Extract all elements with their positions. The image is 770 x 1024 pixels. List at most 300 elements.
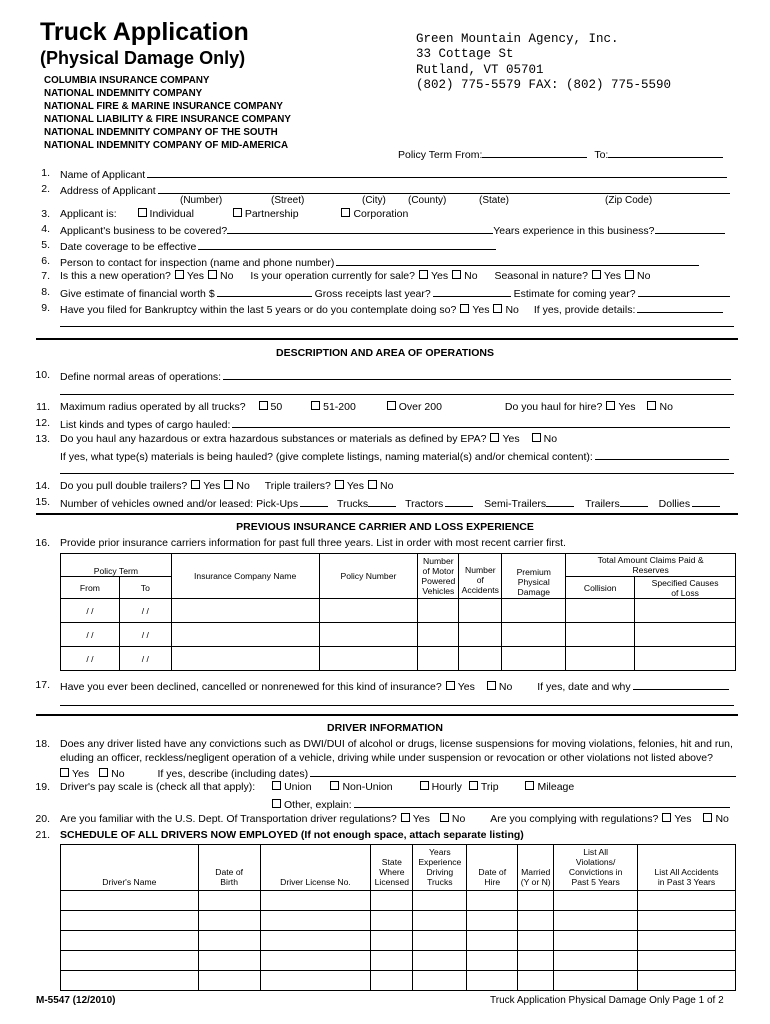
table-cell[interactable] xyxy=(198,931,260,951)
question-number: 17. xyxy=(35,679,50,691)
section-heading-operations: DESCRIPTION AND AREA OF OPERATIONS xyxy=(276,347,494,359)
header-line: Accidents xyxy=(461,585,499,595)
q17-row xyxy=(60,679,729,693)
question-number: 21. xyxy=(35,829,50,841)
insurer-name: NATIONAL FIRE & MARINE INSURANCE COMPANY xyxy=(44,101,283,112)
q8c-label: Estimate for coming year? xyxy=(513,288,636,300)
from-date-cell[interactable]: / / xyxy=(61,647,120,671)
q9-label: Have you filed for Bankruptcy within the last 5 years or do you contemplate doing so? xyxy=(60,304,457,316)
table-cell[interactable] xyxy=(638,971,736,991)
q10-label: Define normal areas of operations: xyxy=(60,371,222,383)
trucks-label: Trucks xyxy=(337,498,369,510)
q12-label: List kinds and types of cargo hauled: xyxy=(60,419,231,431)
header-line: of Motor xyxy=(422,566,455,576)
from-date-cell[interactable]: / / xyxy=(61,623,120,647)
table-cell[interactable] xyxy=(198,911,260,931)
dollies-label: Dollies xyxy=(658,498,691,510)
q7-label: Is this a new operation? xyxy=(60,270,171,282)
complying-no-checkbox[interactable] xyxy=(703,813,712,822)
declined-details-field[interactable] xyxy=(633,679,729,690)
table-cell[interactable] xyxy=(566,647,635,671)
haul-for-hire-no-checkbox[interactable] xyxy=(647,401,656,410)
table-cell[interactable] xyxy=(371,931,413,951)
no-label: No xyxy=(505,304,519,316)
areas-of-operation-field[interactable] xyxy=(223,369,731,380)
radius-over-200-checkbox[interactable] xyxy=(387,401,396,410)
accidents-3yr-header xyxy=(638,845,736,891)
no-label: No xyxy=(543,433,558,445)
question-number: 6. xyxy=(41,255,50,267)
radius-50-checkbox[interactable] xyxy=(259,401,268,410)
q12-row xyxy=(60,417,730,431)
from-header: From xyxy=(61,577,120,599)
header-line: Vehicles xyxy=(422,586,455,596)
hazardous-no-checkbox[interactable] xyxy=(532,433,541,442)
non-union-label: Non-Union xyxy=(342,781,393,793)
section-heading-driver-info: DRIVER INFORMATION xyxy=(327,722,443,734)
driver-name-header: Driver's Name xyxy=(61,845,199,891)
new-operation-no-checkbox[interactable] xyxy=(208,270,217,279)
header-line: Birth xyxy=(220,877,238,887)
header-line: Past 5 Years xyxy=(571,877,620,887)
header-line: List All Accidents xyxy=(654,867,719,877)
table-cell[interactable] xyxy=(467,951,518,971)
table-cell[interactable] xyxy=(198,951,260,971)
q15-label: Number of vehicles owned and/or leased: Pick-Ups xyxy=(60,498,299,510)
bankruptcy-details-line[interactable] xyxy=(60,326,734,327)
table-cell[interactable] xyxy=(638,951,736,971)
table-cell[interactable] xyxy=(61,931,199,951)
table-row xyxy=(61,971,736,991)
corporation-checkbox[interactable] xyxy=(341,208,350,217)
insurer-name: NATIONAL INDEMNITY COMPANY OF THE SOUTH xyxy=(44,127,278,138)
insurer-name: NATIONAL LIABILITY & FIRE INSURANCE COMPANY xyxy=(44,114,291,125)
q11b-label: Do you haul for hire? xyxy=(504,401,603,413)
to-header: To xyxy=(119,577,171,599)
addr-state-caption: (State) xyxy=(479,195,510,206)
header-line: Date of xyxy=(478,867,507,877)
q15-row xyxy=(60,496,720,510)
hourly-label: Hourly xyxy=(431,781,462,793)
table-cell[interactable] xyxy=(171,599,319,623)
from-date-cell[interactable]: / / xyxy=(61,599,120,623)
section-divider xyxy=(36,513,738,515)
question-number: 7. xyxy=(41,270,50,282)
table-cell[interactable] xyxy=(413,951,467,971)
question-number: 4. xyxy=(41,223,50,235)
table-cell[interactable] xyxy=(635,599,736,623)
header-line: of xyxy=(476,575,484,585)
table-cell[interactable] xyxy=(467,891,518,911)
table-cell[interactable] xyxy=(260,911,371,931)
bankruptcy-no-checkbox[interactable] xyxy=(493,304,502,313)
motor-vehicles-header xyxy=(418,554,459,599)
other-pay-field[interactable] xyxy=(354,797,730,808)
dot-familiar-yes-checkbox[interactable] xyxy=(401,813,410,822)
hazardous-materials-line[interactable] xyxy=(60,473,734,474)
q7-row xyxy=(60,270,650,282)
trucks-field[interactable] xyxy=(368,496,396,507)
trip-label: Trip xyxy=(480,781,499,793)
header-line: State xyxy=(381,857,402,867)
header-line: Where xyxy=(379,867,405,877)
radius-50-label: 50 xyxy=(270,401,283,413)
table-cell[interactable] xyxy=(554,891,638,911)
to-date-cell[interactable]: / / xyxy=(119,623,171,647)
q20-row xyxy=(60,813,729,825)
addr-number-caption: (Number) xyxy=(180,195,223,206)
table-cell[interactable] xyxy=(502,647,566,671)
years-experience-header xyxy=(413,845,467,891)
table-cell[interactable] xyxy=(371,951,413,971)
areas-of-operation-line[interactable] xyxy=(60,394,734,395)
q14-row xyxy=(60,480,393,492)
insurer-name: NATIONAL INDEMNITY COMPANY OF MID-AMERICA xyxy=(44,140,289,151)
dot-familiar-no-checkbox[interactable] xyxy=(440,813,449,822)
union-label: Union xyxy=(284,781,312,793)
header-line: Experience xyxy=(418,857,462,867)
table-cell[interactable] xyxy=(467,931,518,951)
declined-no-checkbox[interactable] xyxy=(487,681,496,690)
physical-damage-header xyxy=(502,577,566,599)
header-line: Damage xyxy=(517,587,550,598)
radius-51-200-checkbox[interactable] xyxy=(311,401,320,410)
effective-date-field[interactable] xyxy=(198,239,496,250)
table-cell[interactable] xyxy=(418,647,459,671)
trailers-field[interactable] xyxy=(620,496,648,507)
yes-label: Yes xyxy=(203,480,221,492)
table-cell[interactable] xyxy=(413,971,467,991)
table-cell[interactable] xyxy=(459,623,502,647)
question-number: 8. xyxy=(41,286,50,298)
yes-label: Yes xyxy=(674,813,692,825)
q18-line1: Does any driver listed have any convictions such as DWI/DUI of alcohol or drugs, license suspensions for moving violations, felonies, hit and run, xyxy=(60,738,733,750)
table-cell[interactable] xyxy=(260,891,371,911)
table-cell[interactable] xyxy=(459,599,502,623)
section-divider xyxy=(36,714,738,716)
bankruptcy-details-field[interactable] xyxy=(637,302,723,313)
table-cell[interactable] xyxy=(467,971,518,991)
corporation-label: Corporation xyxy=(353,208,409,220)
insurer-name: COLUMBIA INSURANCE COMPANY xyxy=(44,75,210,86)
policy-term-to-field[interactable] xyxy=(608,147,723,158)
mileage-checkbox[interactable] xyxy=(525,781,534,790)
haul-for-hire-yes-checkbox[interactable] xyxy=(606,401,615,410)
table-cell[interactable] xyxy=(554,931,638,951)
question-number: 2. xyxy=(41,183,50,195)
table-row xyxy=(61,911,736,931)
q7c-label: Seasonal in nature? xyxy=(494,270,588,282)
q13-row xyxy=(60,433,557,445)
q13-label: Do you haul any hazardous or extra hazardous substances or materials as defined by EPA? xyxy=(60,433,487,445)
q19-row xyxy=(60,781,574,793)
triple-trailers-no-checkbox[interactable] xyxy=(368,480,377,489)
premium-header: Premium xyxy=(502,554,566,577)
policy-number-header: Policy Number xyxy=(319,554,418,599)
state-licensed-header xyxy=(371,845,413,891)
trip-checkbox[interactable] xyxy=(469,781,478,790)
table-cell[interactable] xyxy=(502,623,566,647)
table-cell[interactable] xyxy=(566,599,635,623)
individual-label: Individual xyxy=(149,208,194,220)
question-number: 19. xyxy=(35,781,50,793)
hazardous-materials-field[interactable] xyxy=(595,449,729,460)
triple-trailers-yes-checkbox[interactable] xyxy=(335,480,344,489)
table-cell[interactable] xyxy=(418,623,459,647)
question-number: 14. xyxy=(35,480,50,492)
header-line: Total Amount Claims Paid & xyxy=(597,555,704,565)
convictions-yes-checkbox[interactable] xyxy=(60,768,69,777)
agency-line: 33 Cottage St xyxy=(416,47,514,62)
header-line: Trucks xyxy=(427,877,453,887)
q5-label: Date coverage to be effective xyxy=(60,241,197,253)
q17-label: Have you ever been declined, cancelled or nonrenewed for this kind of insurance? xyxy=(60,681,442,693)
policy-term-from-field[interactable] xyxy=(482,147,587,158)
union-checkbox[interactable] xyxy=(272,781,281,790)
q14-label: Do you pull double trailers? xyxy=(60,480,188,492)
q7b-label: Is your operation currently for sale? xyxy=(250,270,415,282)
hazardous-yes-checkbox[interactable] xyxy=(490,433,499,442)
license-number-header: Driver License No. xyxy=(260,845,371,891)
header-line: Licensed xyxy=(374,877,410,887)
table-cell[interactable] xyxy=(518,911,554,931)
q13b-row xyxy=(60,449,729,463)
non-union-checkbox[interactable] xyxy=(330,781,339,790)
seasonal-yes-checkbox[interactable] xyxy=(592,270,601,279)
table-cell[interactable] xyxy=(319,647,418,671)
policy-term-from-label: Policy Term From: xyxy=(398,149,483,161)
no-label: No xyxy=(659,401,673,413)
table-cell[interactable] xyxy=(566,623,635,647)
radius-51-200-label: 51-200 xyxy=(323,401,356,413)
question-number: 9. xyxy=(41,302,50,314)
q20b-label: Are you complying with regulations? xyxy=(490,813,659,825)
yes-label: Yes xyxy=(186,270,205,282)
table-cell[interactable] xyxy=(371,971,413,991)
table-cell[interactable] xyxy=(554,971,638,991)
no-label: No xyxy=(111,768,125,780)
header-line: Date of xyxy=(215,867,243,877)
form-title: Truck Application xyxy=(40,18,249,46)
convictions-no-checkbox[interactable] xyxy=(99,768,108,777)
page-label: Truck Application Physical Damage Only Page 1 of 2 xyxy=(490,995,724,1006)
table-cell[interactable] xyxy=(518,951,554,971)
table-cell[interactable] xyxy=(61,951,199,971)
q4-label: Applicant's business to be covered? xyxy=(60,225,228,237)
yes-label: Yes xyxy=(346,480,365,492)
table-cell[interactable] xyxy=(518,931,554,951)
financial-worth-field[interactable] xyxy=(217,286,312,297)
q18c-label: If yes, describe (including dates) xyxy=(157,768,309,780)
table-cell[interactable] xyxy=(413,931,467,951)
no-label: No xyxy=(380,480,394,492)
table-cell[interactable] xyxy=(319,599,418,623)
question-number: 10. xyxy=(35,369,50,381)
complying-yes-checkbox[interactable] xyxy=(662,813,671,822)
insurer-list xyxy=(44,74,291,152)
table-cell[interactable] xyxy=(198,891,260,911)
policy-term-to-label: To: xyxy=(594,149,609,161)
table-cell[interactable] xyxy=(635,647,736,671)
header-line: Married xyxy=(521,867,551,877)
table-cell[interactable] xyxy=(198,971,260,991)
question-number: 15. xyxy=(35,496,50,508)
tractors-field[interactable] xyxy=(445,496,473,507)
table-cell[interactable] xyxy=(413,911,467,931)
table-cell[interactable] xyxy=(638,931,736,951)
header-line: of Loss xyxy=(671,587,699,598)
applicant-address-field[interactable] xyxy=(158,183,730,194)
gross-receipts-field[interactable] xyxy=(433,286,511,297)
question-number: 11. xyxy=(36,401,50,413)
table-cell[interactable] xyxy=(638,891,736,911)
declined-yes-checkbox[interactable] xyxy=(446,681,455,690)
header-line: List All xyxy=(583,847,609,857)
no-label: No xyxy=(236,480,250,492)
addr-street-caption: (Street) xyxy=(271,195,305,206)
table-cell[interactable] xyxy=(418,599,459,623)
header-line: Hire xyxy=(484,877,501,887)
q4-row xyxy=(60,223,725,237)
table-cell[interactable] xyxy=(171,647,319,671)
question-number: 12. xyxy=(35,417,50,429)
header-line: in Past 3 Years xyxy=(657,877,716,887)
hourly-checkbox[interactable] xyxy=(420,781,429,790)
q1-row xyxy=(60,167,727,181)
table-row xyxy=(61,623,736,647)
partnership-checkbox[interactable] xyxy=(233,208,242,217)
q9b-label: If yes, provide details: xyxy=(533,304,636,316)
q5-row xyxy=(60,239,496,253)
for-sale-yes-checkbox[interactable] xyxy=(419,270,428,279)
seasonal-no-checkbox[interactable] xyxy=(625,270,634,279)
table-cell[interactable] xyxy=(502,599,566,623)
q18-row xyxy=(60,766,736,780)
years-experience-field[interactable] xyxy=(655,223,725,234)
q14b-label: Triple trailers? xyxy=(264,480,331,492)
total-claims-header xyxy=(566,554,736,577)
insurer-name: NATIONAL INDEMNITY COMPANY xyxy=(44,88,203,99)
inspection-contact-field[interactable] xyxy=(336,255,699,266)
bankruptcy-yes-checkbox[interactable] xyxy=(460,304,469,313)
table-cell[interactable] xyxy=(171,623,319,647)
double-trailers-no-checkbox[interactable] xyxy=(224,480,233,489)
q3-row xyxy=(60,208,408,220)
table-cell[interactable] xyxy=(61,891,199,911)
header-line: Violations/ xyxy=(575,857,616,867)
no-label: No xyxy=(637,270,651,282)
to-date-cell[interactable]: / / xyxy=(119,599,171,623)
table-row xyxy=(61,931,736,951)
coming-year-estimate-field[interactable] xyxy=(638,286,730,297)
business-field[interactable] xyxy=(227,223,493,234)
q6-row xyxy=(60,255,699,269)
declined-details-line[interactable] xyxy=(60,705,734,706)
yes-label: Yes xyxy=(472,304,490,316)
question-number: 18. xyxy=(35,738,50,750)
applicant-name-field[interactable] xyxy=(147,167,727,178)
individual-checkbox[interactable] xyxy=(138,208,147,217)
convictions-details-field[interactable] xyxy=(310,766,736,777)
question-number: 16. xyxy=(35,537,50,549)
table-cell[interactable] xyxy=(371,891,413,911)
table-cell[interactable] xyxy=(61,971,199,991)
table-cell[interactable] xyxy=(459,647,502,671)
table-cell[interactable] xyxy=(260,951,371,971)
other-pay-checkbox[interactable] xyxy=(272,799,281,808)
q21-label: SCHEDULE OF ALL DRIVERS NOW EMPLOYED (If not enough space, attach separate listing) xyxy=(60,829,524,841)
trailers-label: Trailers xyxy=(585,498,620,510)
q19-other-row xyxy=(268,797,730,811)
policy-term-row xyxy=(398,147,723,161)
semi-trailers-field[interactable] xyxy=(546,496,574,507)
cargo-field[interactable] xyxy=(232,417,730,428)
table-cell[interactable] xyxy=(467,911,518,931)
q19-label: Driver's pay scale is (check all that apply): xyxy=(60,781,256,793)
table-cell[interactable] xyxy=(518,971,554,991)
header-line: Reserves xyxy=(632,565,669,575)
carrier-history-table xyxy=(60,553,736,671)
table-cell[interactable] xyxy=(260,971,371,991)
table-row xyxy=(61,647,736,671)
header-line: (Y or N) xyxy=(520,877,551,887)
table-cell[interactable] xyxy=(371,911,413,931)
table-cell[interactable] xyxy=(638,911,736,931)
table-cell[interactable] xyxy=(518,891,554,911)
policy-term-header: Policy Term xyxy=(61,554,172,577)
double-trailers-yes-checkbox[interactable] xyxy=(191,480,200,489)
no-label: No xyxy=(464,270,478,282)
table-cell[interactable] xyxy=(554,911,638,931)
yes-label: Yes xyxy=(618,401,636,413)
header-line: Number xyxy=(465,565,496,575)
pickups-field[interactable] xyxy=(300,496,328,507)
q13b-label: If yes, what type(s) materials is being hauled? (give complete listings, naming material(s) and/or chemical content): xyxy=(60,451,593,463)
no-label: No xyxy=(498,681,513,693)
agency-line: (802) 775-5579 FAX: (802) 775-5590 xyxy=(416,78,672,93)
q1-label: Name of Applicant xyxy=(60,169,146,181)
for-sale-no-checkbox[interactable] xyxy=(452,270,461,279)
table-cell[interactable] xyxy=(635,623,736,647)
new-operation-yes-checkbox[interactable] xyxy=(175,270,184,279)
table-cell[interactable] xyxy=(554,951,638,971)
semi-trailers-label: Semi-Trailers xyxy=(484,498,547,510)
q17b-label: If yes, date and why xyxy=(537,681,631,693)
agency-address xyxy=(416,32,671,94)
header-line: Powered xyxy=(421,576,456,586)
table-row xyxy=(61,599,736,623)
q4b-label: Years experience in this business? xyxy=(493,225,655,237)
table-cell[interactable] xyxy=(61,911,199,931)
addr-county-caption: (County) xyxy=(408,195,447,206)
no-label: No xyxy=(451,813,466,825)
tractors-label: Tractors xyxy=(405,498,444,510)
q8b-label: Gross receipts last year? xyxy=(314,288,431,300)
section-divider xyxy=(36,338,738,340)
q16-label: Provide prior insurance carriers information for past full three years. List in order with most recent carrier first. xyxy=(60,537,566,549)
yes-label: Yes xyxy=(72,768,90,780)
to-date-cell[interactable]: / / xyxy=(119,647,171,671)
table-cell[interactable] xyxy=(260,931,371,951)
dollies-field[interactable] xyxy=(692,496,720,507)
no-label: No xyxy=(715,813,729,825)
specified-causes-header xyxy=(635,577,736,599)
table-cell[interactable] xyxy=(319,623,418,647)
agency-line: Rutland, VT 05701 xyxy=(416,62,544,77)
q10-row xyxy=(60,369,731,383)
birth-date-header xyxy=(198,845,260,891)
table-cell[interactable] xyxy=(413,891,467,911)
